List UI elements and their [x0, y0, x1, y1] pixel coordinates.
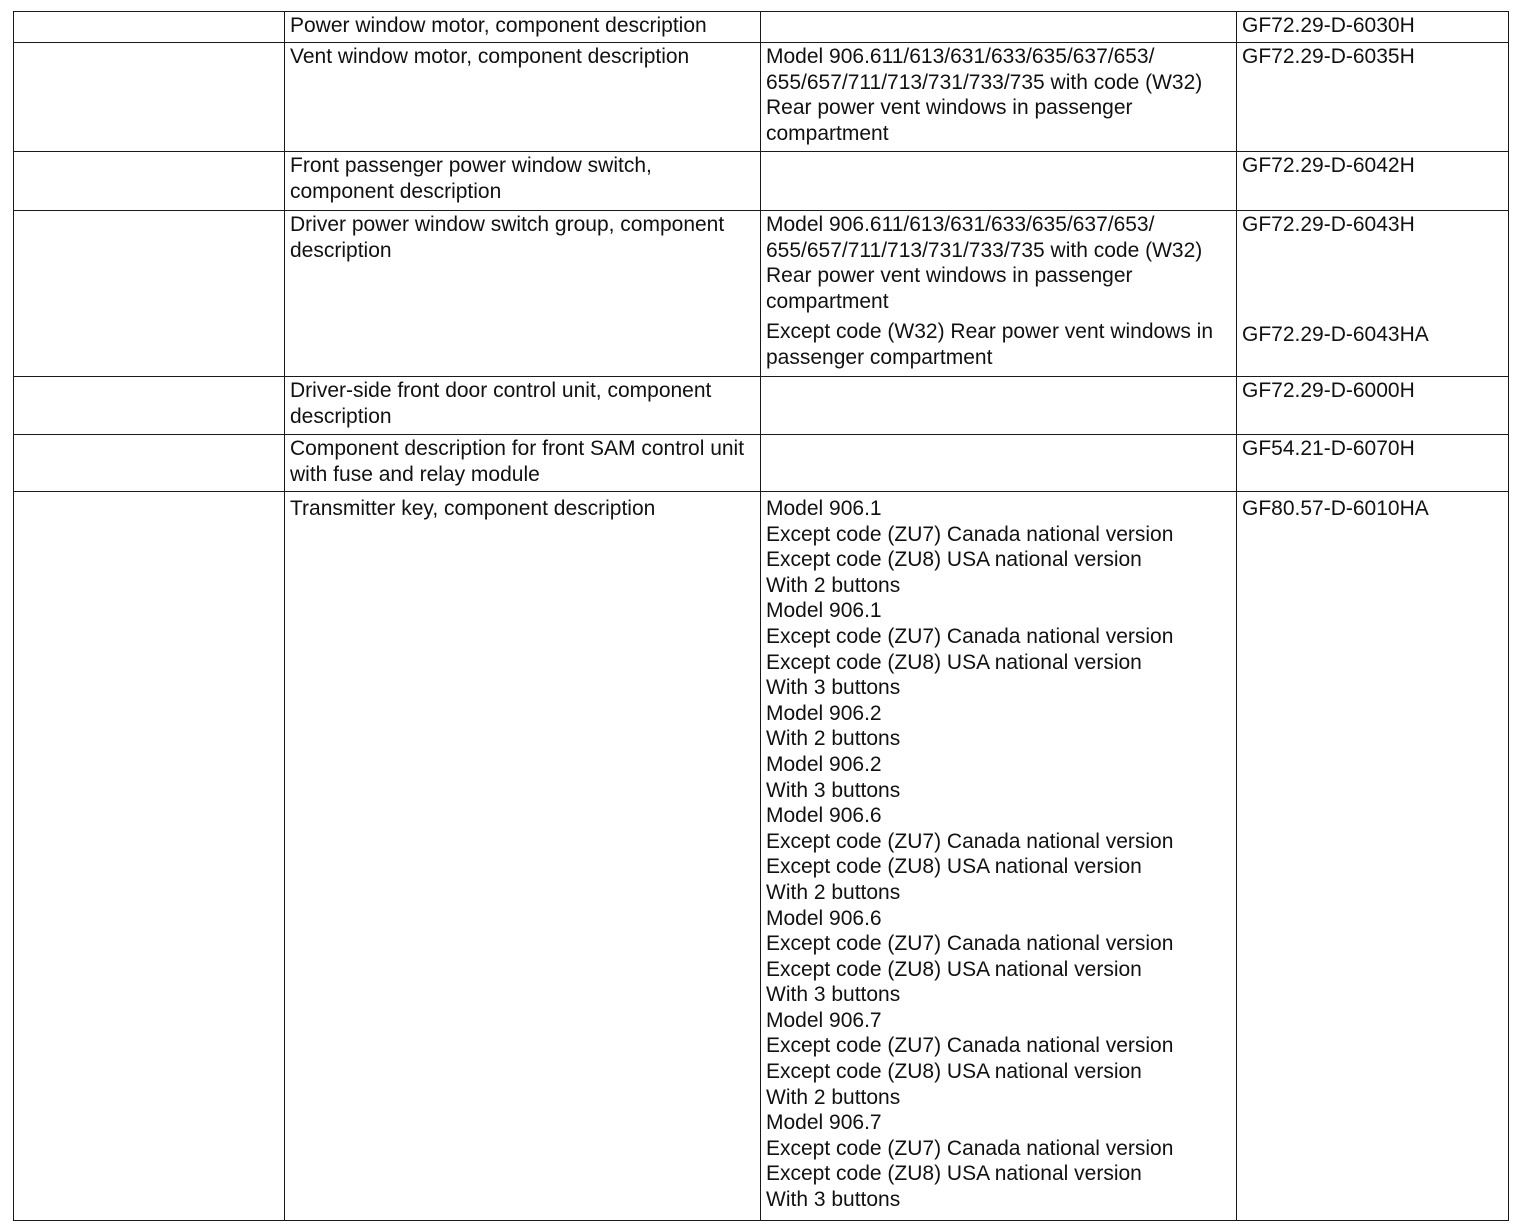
condition-text: Except code (W32) Rear power vent windows in passenger compartment — [766, 320, 1214, 369]
description-cell — [285, 492, 761, 1221]
condition-line: Except code (ZU7) Canada national version — [766, 1136, 1174, 1160]
table-row — [14, 43, 1509, 152]
condition-line: Model 906.7 — [766, 1008, 882, 1032]
table-row — [14, 152, 1509, 211]
condition-line: With 3 buttons — [766, 676, 901, 700]
description-cell — [285, 152, 761, 211]
document-code-link[interactable]: GF80.57-D-6010HA — [1242, 497, 1429, 520]
condition-line: Except code (ZU7) Canada national version — [766, 624, 1174, 648]
component-description-link[interactable]: Vent window motor, component description — [290, 45, 690, 68]
empty-cell — [14, 12, 285, 43]
condition-line: Except code (ZU8) USA national version — [766, 650, 1142, 674]
condition-line: With 2 buttons — [766, 1085, 901, 1109]
empty-cell — [14, 435, 285, 492]
condition-line: With 3 buttons — [766, 1188, 901, 1212]
table-row — [14, 492, 1509, 1221]
condition-line: Model 906.7 — [766, 1111, 882, 1135]
empty-cell — [14, 377, 285, 435]
condition-line: Model 906.6 — [766, 906, 882, 930]
description-cell — [285, 211, 761, 377]
empty-cell — [14, 43, 285, 152]
component-description-link[interactable]: Driver power window switch group, component description — [290, 213, 725, 262]
document-code-cell — [1237, 377, 1509, 435]
table-row — [14, 211, 1509, 377]
document-code-link[interactable]: GF54.21-D-6070H — [1242, 437, 1415, 460]
condition-line: With 2 buttons — [766, 880, 901, 904]
table-row — [14, 435, 1509, 492]
component-description-link[interactable]: Component description for front SAM control unit with fuse and relay module — [290, 437, 745, 486]
condition-line: Except code (ZU8) USA national version — [766, 855, 1142, 879]
component-description-link[interactable]: Power window motor, component description — [290, 14, 707, 37]
document-code-link[interactable]: GF72.29-D-6043H — [1242, 213, 1415, 236]
document-code-link[interactable]: GF72.29-D-6035H — [1242, 45, 1415, 68]
condition-line: Except code (ZU7) Canada national version — [766, 1034, 1174, 1058]
condition-line: Except code (ZU8) USA national version — [766, 548, 1142, 572]
condition-line: Model 906.1 — [766, 599, 882, 623]
conditions-cell — [761, 43, 1237, 152]
description-cell — [285, 43, 761, 152]
empty-cell — [14, 492, 285, 1221]
condition-line: Except code (ZU8) USA national version — [766, 1060, 1142, 1084]
description-cell — [285, 12, 761, 43]
component-description-table — [13, 11, 1509, 1221]
condition-line: Except code (ZU7) Canada national version — [766, 522, 1174, 546]
conditions-cell — [761, 435, 1237, 492]
component-description-link[interactable]: Driver-side front door control unit, component description — [290, 379, 712, 428]
condition-text: Model 906.611/613/631/633/635/637/653/ 655/657/711/713/731/733/735 with code (W32) Rear power vent windows in passenger compartment — [766, 213, 1203, 313]
conditions-cell — [761, 152, 1237, 211]
conditions-cell — [761, 377, 1237, 435]
document-code-link[interactable]: GF72.29-D-6000H — [1242, 379, 1415, 402]
condition-line: Except code (ZU8) USA national version — [766, 957, 1142, 981]
empty-cell — [14, 211, 285, 377]
document-code-cell — [1237, 211, 1509, 377]
condition-line: Except code (ZU8) USA national version — [766, 1162, 1142, 1186]
component-description-link[interactable]: Transmitter key, component description — [290, 497, 656, 520]
condition-line: Model 906.1 — [766, 497, 882, 520]
condition-text: Model 906.611/613/631/633/635/637/653/ 655/657/711/713/731/733/735 with code (W32) Rear power vent windows in passenger compartment — [766, 45, 1203, 145]
condition-line: With 3 buttons — [766, 983, 901, 1007]
conditions-cell — [761, 492, 1237, 1221]
document-code-link[interactable]: GF72.29-D-6042H — [1242, 154, 1415, 177]
condition-line: Model 906.6 — [766, 804, 882, 828]
document-code-cell — [1237, 43, 1509, 152]
condition-line: Except code (ZU7) Canada national version — [766, 829, 1174, 853]
condition-line: With 2 buttons — [766, 573, 901, 597]
document-code-link[interactable]: GF72.29-D-6043HA — [1242, 322, 1429, 346]
condition-line: With 3 buttons — [766, 778, 901, 802]
conditions-cell — [761, 211, 1237, 377]
conditions-cell — [761, 12, 1237, 43]
condition-line: Model 906.2 — [766, 752, 882, 776]
condition-line: Model 906.2 — [766, 701, 882, 725]
empty-cell — [14, 152, 285, 211]
document-code-link[interactable]: GF72.29-D-6030H — [1242, 14, 1415, 37]
description-cell — [285, 377, 761, 435]
document-code-cell — [1237, 435, 1509, 492]
document-code-cell — [1237, 12, 1509, 43]
table-row — [14, 12, 1509, 43]
table-row — [14, 377, 1509, 435]
condition-line: With 2 buttons — [766, 727, 901, 751]
document-code-cell — [1237, 492, 1509, 1221]
condition-line: Except code (ZU7) Canada national version — [766, 932, 1174, 956]
description-cell — [285, 435, 761, 492]
component-description-link[interactable]: Front passenger power window switch, component description — [290, 154, 652, 203]
document-code-cell — [1237, 152, 1509, 211]
